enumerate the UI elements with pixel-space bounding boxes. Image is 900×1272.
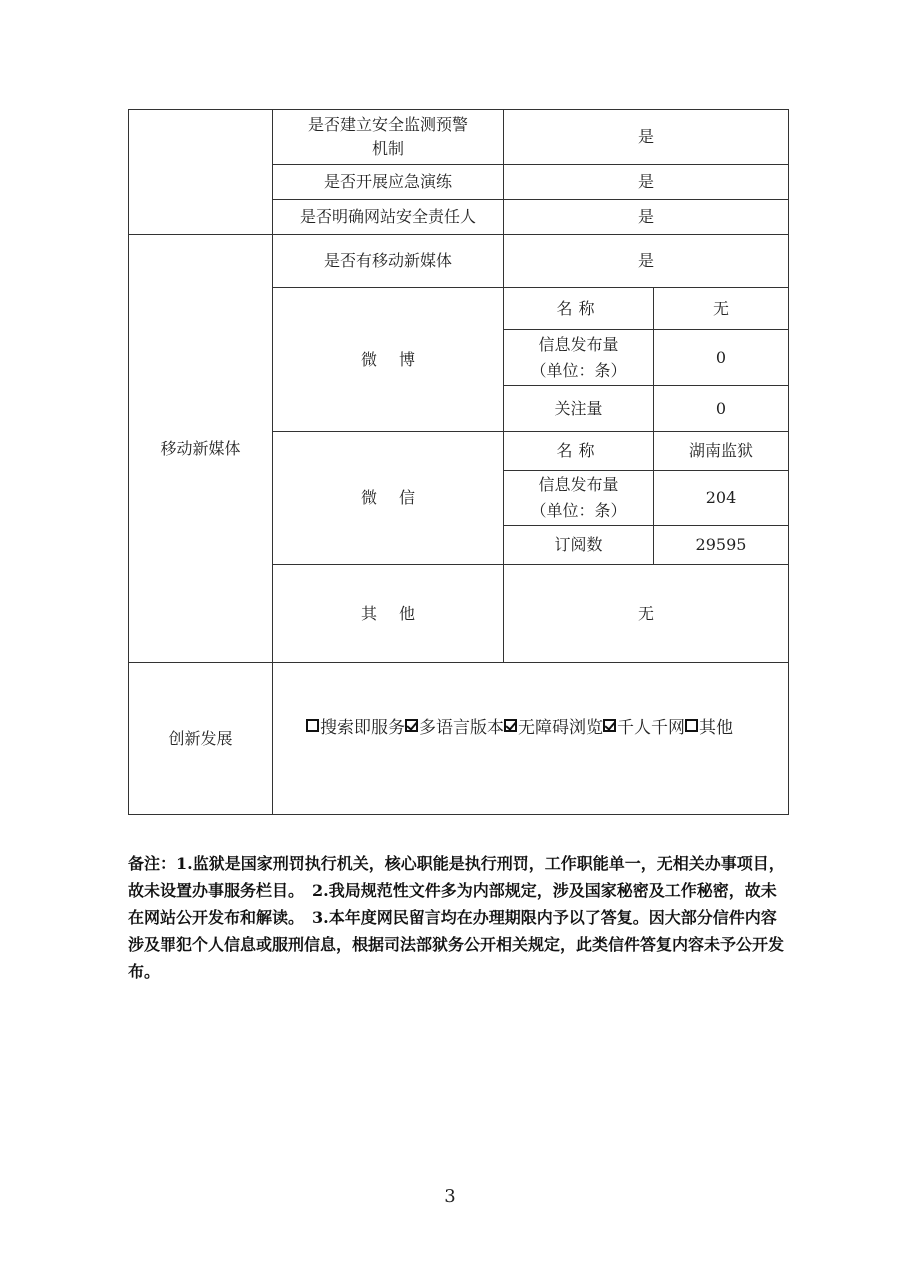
weibo-name-value: 无	[653, 287, 789, 330]
wechat-posts-value: 204	[653, 470, 789, 526]
innovation-options-cell	[272, 662, 789, 815]
has-media-answer: 是	[503, 234, 789, 288]
responsible-question: 是否明确网站安全责任人	[272, 199, 504, 235]
checkbox-checked-icon[interactable]	[603, 719, 616, 732]
weibo-followers-value: 0	[653, 385, 789, 432]
checkbox-checked-icon[interactable]	[405, 719, 418, 732]
other-label: 其他	[272, 564, 504, 663]
responsible-answer: 是	[503, 199, 789, 235]
weibo-label: 微博	[272, 287, 504, 432]
weibo-followers-label: 关注量	[503, 385, 654, 432]
monitoring-answer: 是	[503, 109, 789, 165]
media-section-label: 移动新媒体	[128, 234, 273, 663]
option-multilingual[interactable]: 多语言版本	[405, 713, 504, 738]
wechat-name-label: 名称	[503, 431, 654, 471]
has-media-question: 是否有移动新媒体	[272, 234, 504, 288]
wechat-posts-label: 信息发布量 （单位：条）	[503, 470, 654, 526]
weibo-name-label: 名称	[503, 287, 654, 330]
wechat-subs-label: 订阅数	[503, 525, 654, 565]
weibo-posts-value: 0	[653, 329, 789, 386]
monitoring-question: 是否建立安全监测预警机制	[272, 109, 504, 165]
innovation-options	[306, 713, 733, 738]
drill-question: 是否开展应急演练	[272, 164, 504, 200]
weibo-posts-label: 信息发布量 （单位：条）	[503, 329, 654, 386]
option-personalized[interactable]: 千人千网	[603, 713, 685, 738]
wechat-subs-value: 29595	[653, 525, 789, 565]
checkbox-checked-icon[interactable]	[504, 719, 517, 732]
empty-left-cell	[128, 109, 273, 235]
option-other[interactable]: 其他	[685, 713, 733, 738]
checkbox-unchecked-icon[interactable]	[685, 719, 698, 732]
other-value: 无	[503, 564, 789, 663]
remarks-paragraph: 备注：1.监狱是国家刑罚执行机关，核心职能是执行刑罚，工作职能单一，无相关办事项目，故未设置办事服务栏目。 2.我局规范性文件多为内部规定，涉及国家秘密及工作秘密，故未在网站公开发布和解读。 3.本年度网民留言均在办理期限内予以了答复。因大部分信件内容涉及罪犯个人信息或服刑信息，根据司法部狱务公开相关规定，此类信件答复内容未予公开发布。	[128, 854, 785, 981]
innovation-label: 创新发展	[128, 662, 273, 815]
wechat-label: 微信	[272, 431, 504, 565]
option-search-service[interactable]: 搜索即服务	[306, 713, 405, 738]
checkbox-unchecked-icon[interactable]	[306, 719, 319, 732]
drill-answer: 是	[503, 164, 789, 200]
option-accessibility[interactable]: 无障碍浏览	[504, 713, 603, 738]
wechat-name-value: 湖南监狱	[653, 431, 789, 471]
page-number: 3	[444, 1186, 456, 1207]
